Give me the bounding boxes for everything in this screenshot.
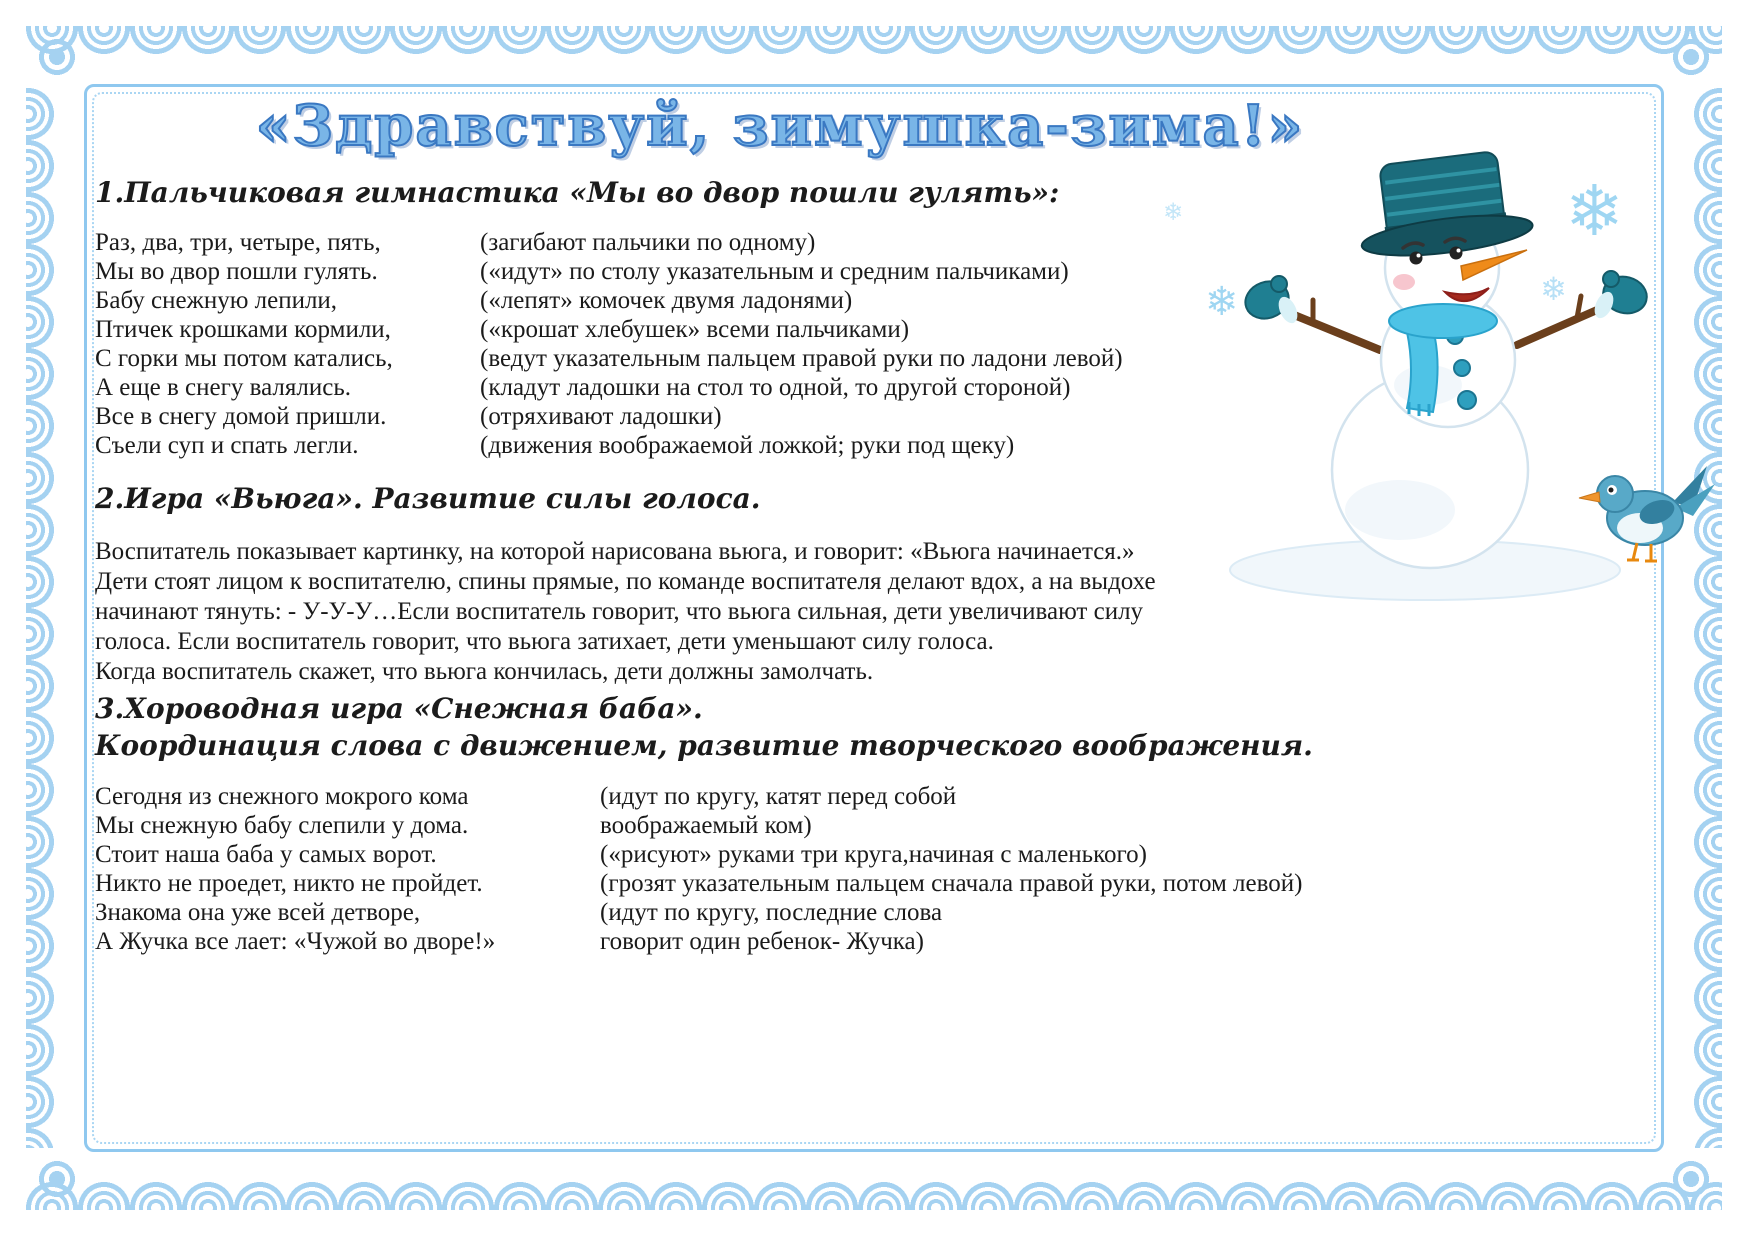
verse-text: Мы снежную бабу слепили у дома. xyxy=(95,812,469,839)
snow-shading xyxy=(1345,480,1455,540)
verse-text: С горки мы потом катались, xyxy=(95,345,393,372)
section2-paragraph xyxy=(95,537,1156,687)
verse-action: («рисуют» руками три круга,начиная с маленького) xyxy=(600,841,1147,868)
verse-line xyxy=(95,811,1302,840)
verse-line xyxy=(95,927,1302,956)
page-title: «Здравствуй, зимушка-зима!» xyxy=(255,93,1305,159)
verse-line xyxy=(95,228,1123,257)
paragraph-line: Когда воспитатель скажет, что вьюга кончилась, дети должны замолчать. xyxy=(95,658,874,685)
lace-corner-icon xyxy=(1660,1148,1722,1210)
verse-line xyxy=(95,431,1123,460)
verse-action: (кладут ладошки на стол то одной, то другой стороной) xyxy=(480,374,1071,401)
lace-border-top xyxy=(26,26,1722,88)
lace-corner-icon xyxy=(1660,26,1722,88)
verse-text: Сегодня из снежного мокрого кома xyxy=(95,783,469,810)
lace-corner-icon xyxy=(26,1148,88,1210)
section1-heading: 1.Пальчиковая гимнастика «Мы во двор пошли гулять»: xyxy=(95,176,1060,209)
section3-heading-line1: 3.Хороводная игра «Снежная баба». xyxy=(95,692,703,725)
verse-action: («крошат хлебушек» всеми пальчиками) xyxy=(480,316,910,343)
verse-text: А еще в снегу валялись. xyxy=(95,374,351,401)
verse-text: Мы во двор пошли гулять. xyxy=(95,258,378,285)
paragraph-line: Воспитатель показывает картинку, на которой нарисована вьюга, и говорит: «Вьюга начинается.» xyxy=(95,538,1135,565)
snowman-hat xyxy=(1352,148,1534,263)
verse-action: (грозят указательным пальцем сначала правой руки, потом левой) xyxy=(600,870,1303,897)
section2-heading: 2.Игра «Вьюга». Развитие силы голоса. xyxy=(95,482,761,515)
snowman-illustration xyxy=(1145,140,1715,610)
section3-heading xyxy=(95,690,1313,764)
verse-line xyxy=(95,373,1123,402)
snowflake-icon: ❄ xyxy=(1163,198,1184,226)
paragraph-line: начинают тянуть: - У-У-У…Если воспитатель говорит, что вьюга сильная, дети увеличивают силу xyxy=(95,598,1144,625)
verse-text: Все в снегу домой пришли. xyxy=(95,403,387,430)
verse-line xyxy=(95,286,1123,315)
verse-text: Птичек крошками кормили, xyxy=(95,316,391,343)
verse-action: говорит один ребенок- Жучка) xyxy=(600,928,924,955)
verse-line xyxy=(95,315,1123,344)
verse-line xyxy=(95,898,1302,927)
verse-line xyxy=(95,257,1123,286)
verse-action: («лепят» комочек двумя ладонями) xyxy=(480,287,853,314)
snowflake-icon: ❄ xyxy=(1565,170,1624,252)
verse-action: (отряхивают ладошки) xyxy=(480,403,722,430)
verse-line xyxy=(95,402,1123,431)
verse-text: А Жучка все лает: «Чужой во дворе!» xyxy=(95,928,496,955)
paragraph-line: голоса. Если воспитатель говорит, что вьюга затихает, дети уменьшают силу голоса. xyxy=(95,628,994,655)
section3-verse xyxy=(95,782,1302,956)
verse-line xyxy=(95,782,1302,811)
bird-illustration xyxy=(1579,466,1715,561)
paragraph-line: Дети стоят лицом к воспитателю, спины прямые, по команде воспитателя делают вдох, а на выдохе xyxy=(95,568,1156,595)
section1-verse xyxy=(95,228,1123,460)
verse-action: (идут по кругу, катят перед собой xyxy=(600,783,957,810)
verse-action: воображаемый ком) xyxy=(600,812,812,839)
verse-action: («идут» по столу указательным и средним пальчиками) xyxy=(480,258,1069,285)
verse-text: Раз, два, три, четыре, пять, xyxy=(95,229,381,256)
lace-corner-icon xyxy=(26,26,88,88)
snowflake-icon: ❄ xyxy=(1540,270,1567,308)
section3-heading-line2: Координация слова с движением, развитие творческого воображения. xyxy=(95,729,1313,762)
verse-text: Знакома она уже всей детворе, xyxy=(95,899,421,926)
verse-action: (идут по кругу, последние слова xyxy=(600,899,943,926)
verse-line xyxy=(95,344,1123,373)
verse-text: Стоит наша баба у самых ворот. xyxy=(95,841,437,868)
snowman-mitten-right xyxy=(1591,271,1651,321)
lace-border-bottom xyxy=(26,1148,1722,1210)
verse-action: (загибают пальчики по одному) xyxy=(480,229,816,256)
verse-line xyxy=(95,840,1302,869)
verse-text: Никто не проедет, никто не пройдет. xyxy=(95,870,483,897)
verse-line xyxy=(95,869,1302,898)
snowman-mitten-left xyxy=(1240,276,1301,327)
verse-text: Съели суп и спать легли. xyxy=(95,432,359,459)
verse-action: (ведут указательным пальцем правой руки по ладони левой) xyxy=(480,345,1123,372)
verse-action: (движения воображаемой ложкой; руки под щеку) xyxy=(480,432,1015,459)
verse-text: Бабу снежную лепили, xyxy=(95,287,338,314)
lace-border-left xyxy=(26,88,88,1148)
snowflake-icon: ❄ xyxy=(1205,279,1239,325)
